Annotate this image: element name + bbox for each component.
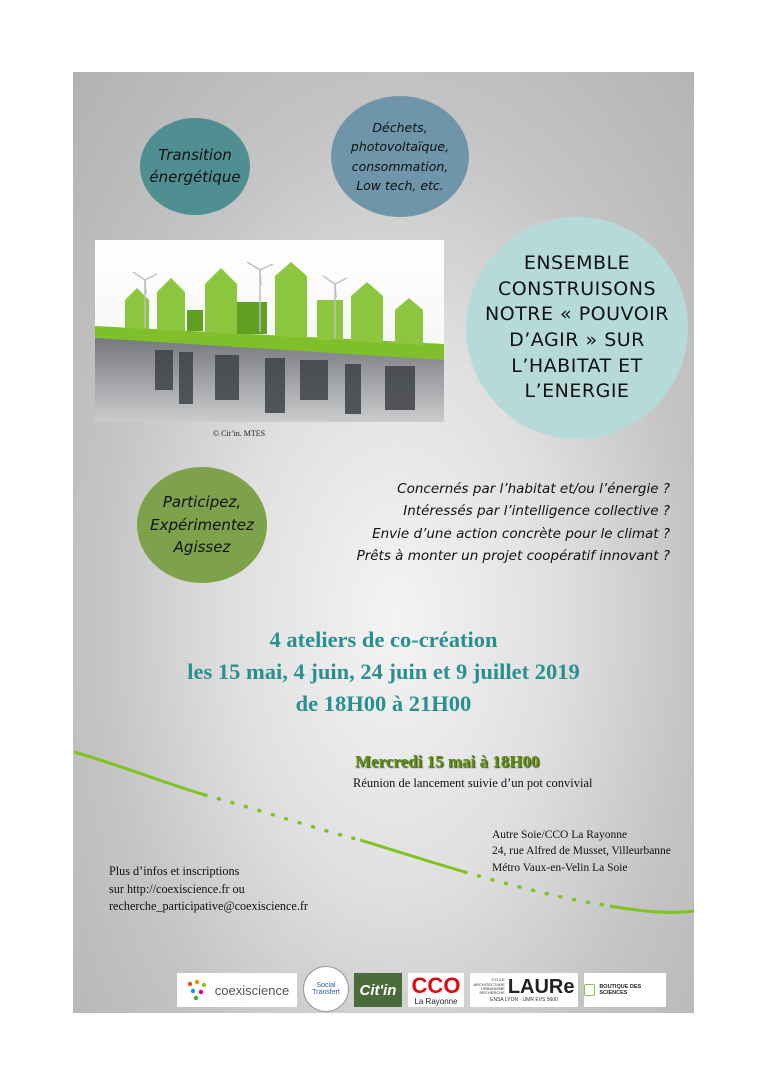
address-block	[492, 827, 671, 876]
boutique-logo-text: BOUTIQUE DES SCIENCES	[599, 984, 642, 996]
laure-logo-side: CYCLE ARCHITECTURE URBANISME RECHERCHE	[473, 977, 505, 996]
boutique-sciences-logo	[584, 973, 666, 1007]
question-line: Envie d’une action concrète pour le climat ?	[372, 525, 670, 542]
infos-line: recherche_participative@coexiscience.fr	[109, 899, 308, 914]
address-line: Autre Soie/CCO La Rayonne	[492, 829, 628, 841]
laure-logo	[470, 973, 578, 1007]
citin-logo	[354, 973, 402, 1007]
launch-description: Réunion de lancement suivie d’un pot convivial	[353, 776, 593, 790]
question-line: Concernés par l’habitat et/ou l’énergie ?	[397, 481, 670, 497]
dechets-line: Low tech, etc.	[356, 177, 444, 193]
infos-line: sur http://coexiscience.fr ou	[109, 881, 245, 896]
address-line: Métro Vaux-en-Velin La Soie	[492, 861, 628, 874]
social-transfert-logo-text: Social Transfert	[312, 982, 340, 996]
photo-credit: © Cit’in. MTES	[213, 429, 266, 438]
headline-line: L’ENERGIE	[524, 380, 630, 403]
headline-line: L’HABITAT ET	[511, 354, 643, 377]
citin-logo-text: Cit'in	[359, 981, 397, 999]
participez-line: Agissez	[173, 538, 231, 557]
ateliers-dates: les 15 mai, 4 juin, 24 juin et 9 juillet 2019	[187, 658, 580, 684]
dechets-line: Déchets,	[372, 119, 428, 135]
coexiscience-logo-text: coexiscience	[214, 982, 290, 998]
coexiscience-logo	[177, 973, 297, 1007]
infos-block	[109, 863, 308, 916]
headline-line: NOTRE « POUVOIR	[485, 303, 669, 326]
question-line: Prêts à monter un projet coopératif innovant ?	[356, 548, 670, 565]
headline-line: ENSEMBLE	[523, 252, 631, 275]
question-line: Intéressés par l’intelligence collective ?	[403, 503, 670, 520]
ateliers-hours: de 18H00 à 21H00	[295, 690, 472, 716]
laure-logo-subtext: ENSA LYON · UMR EVS 5600	[490, 997, 558, 1003]
cco-logo-subtext: La Rayonne	[414, 996, 458, 1006]
social-transfert-logo	[303, 966, 349, 1012]
cco-logo-text: CCO	[411, 972, 461, 998]
headline-line: CONSTRUISONS	[497, 277, 657, 300]
dechets-line: consommation,	[351, 158, 449, 174]
transition-line: Transition	[158, 145, 232, 164]
ateliers-title: 4 ateliers de co-création	[269, 627, 498, 652]
launch-date: Mercredi 15 mai à 18H00	[355, 752, 540, 771]
infos-line: Plus d’infos et inscriptions	[109, 864, 240, 878]
dechets-line: photovoltaïque,	[350, 139, 450, 155]
participez-line: Participez,	[162, 493, 242, 512]
address-line: 24, rue Alfred de Musset, Villeurbanne	[492, 845, 671, 858]
dots-icon	[185, 978, 211, 1002]
participez-line: Expérimentez	[150, 515, 254, 534]
boutique-icon	[584, 984, 595, 996]
transition-line: énergétique	[149, 167, 241, 186]
cco-logo	[408, 973, 464, 1007]
headline-line: D’AGIR » SUR	[509, 329, 645, 351]
laure-logo-text: LAURe	[507, 976, 575, 998]
